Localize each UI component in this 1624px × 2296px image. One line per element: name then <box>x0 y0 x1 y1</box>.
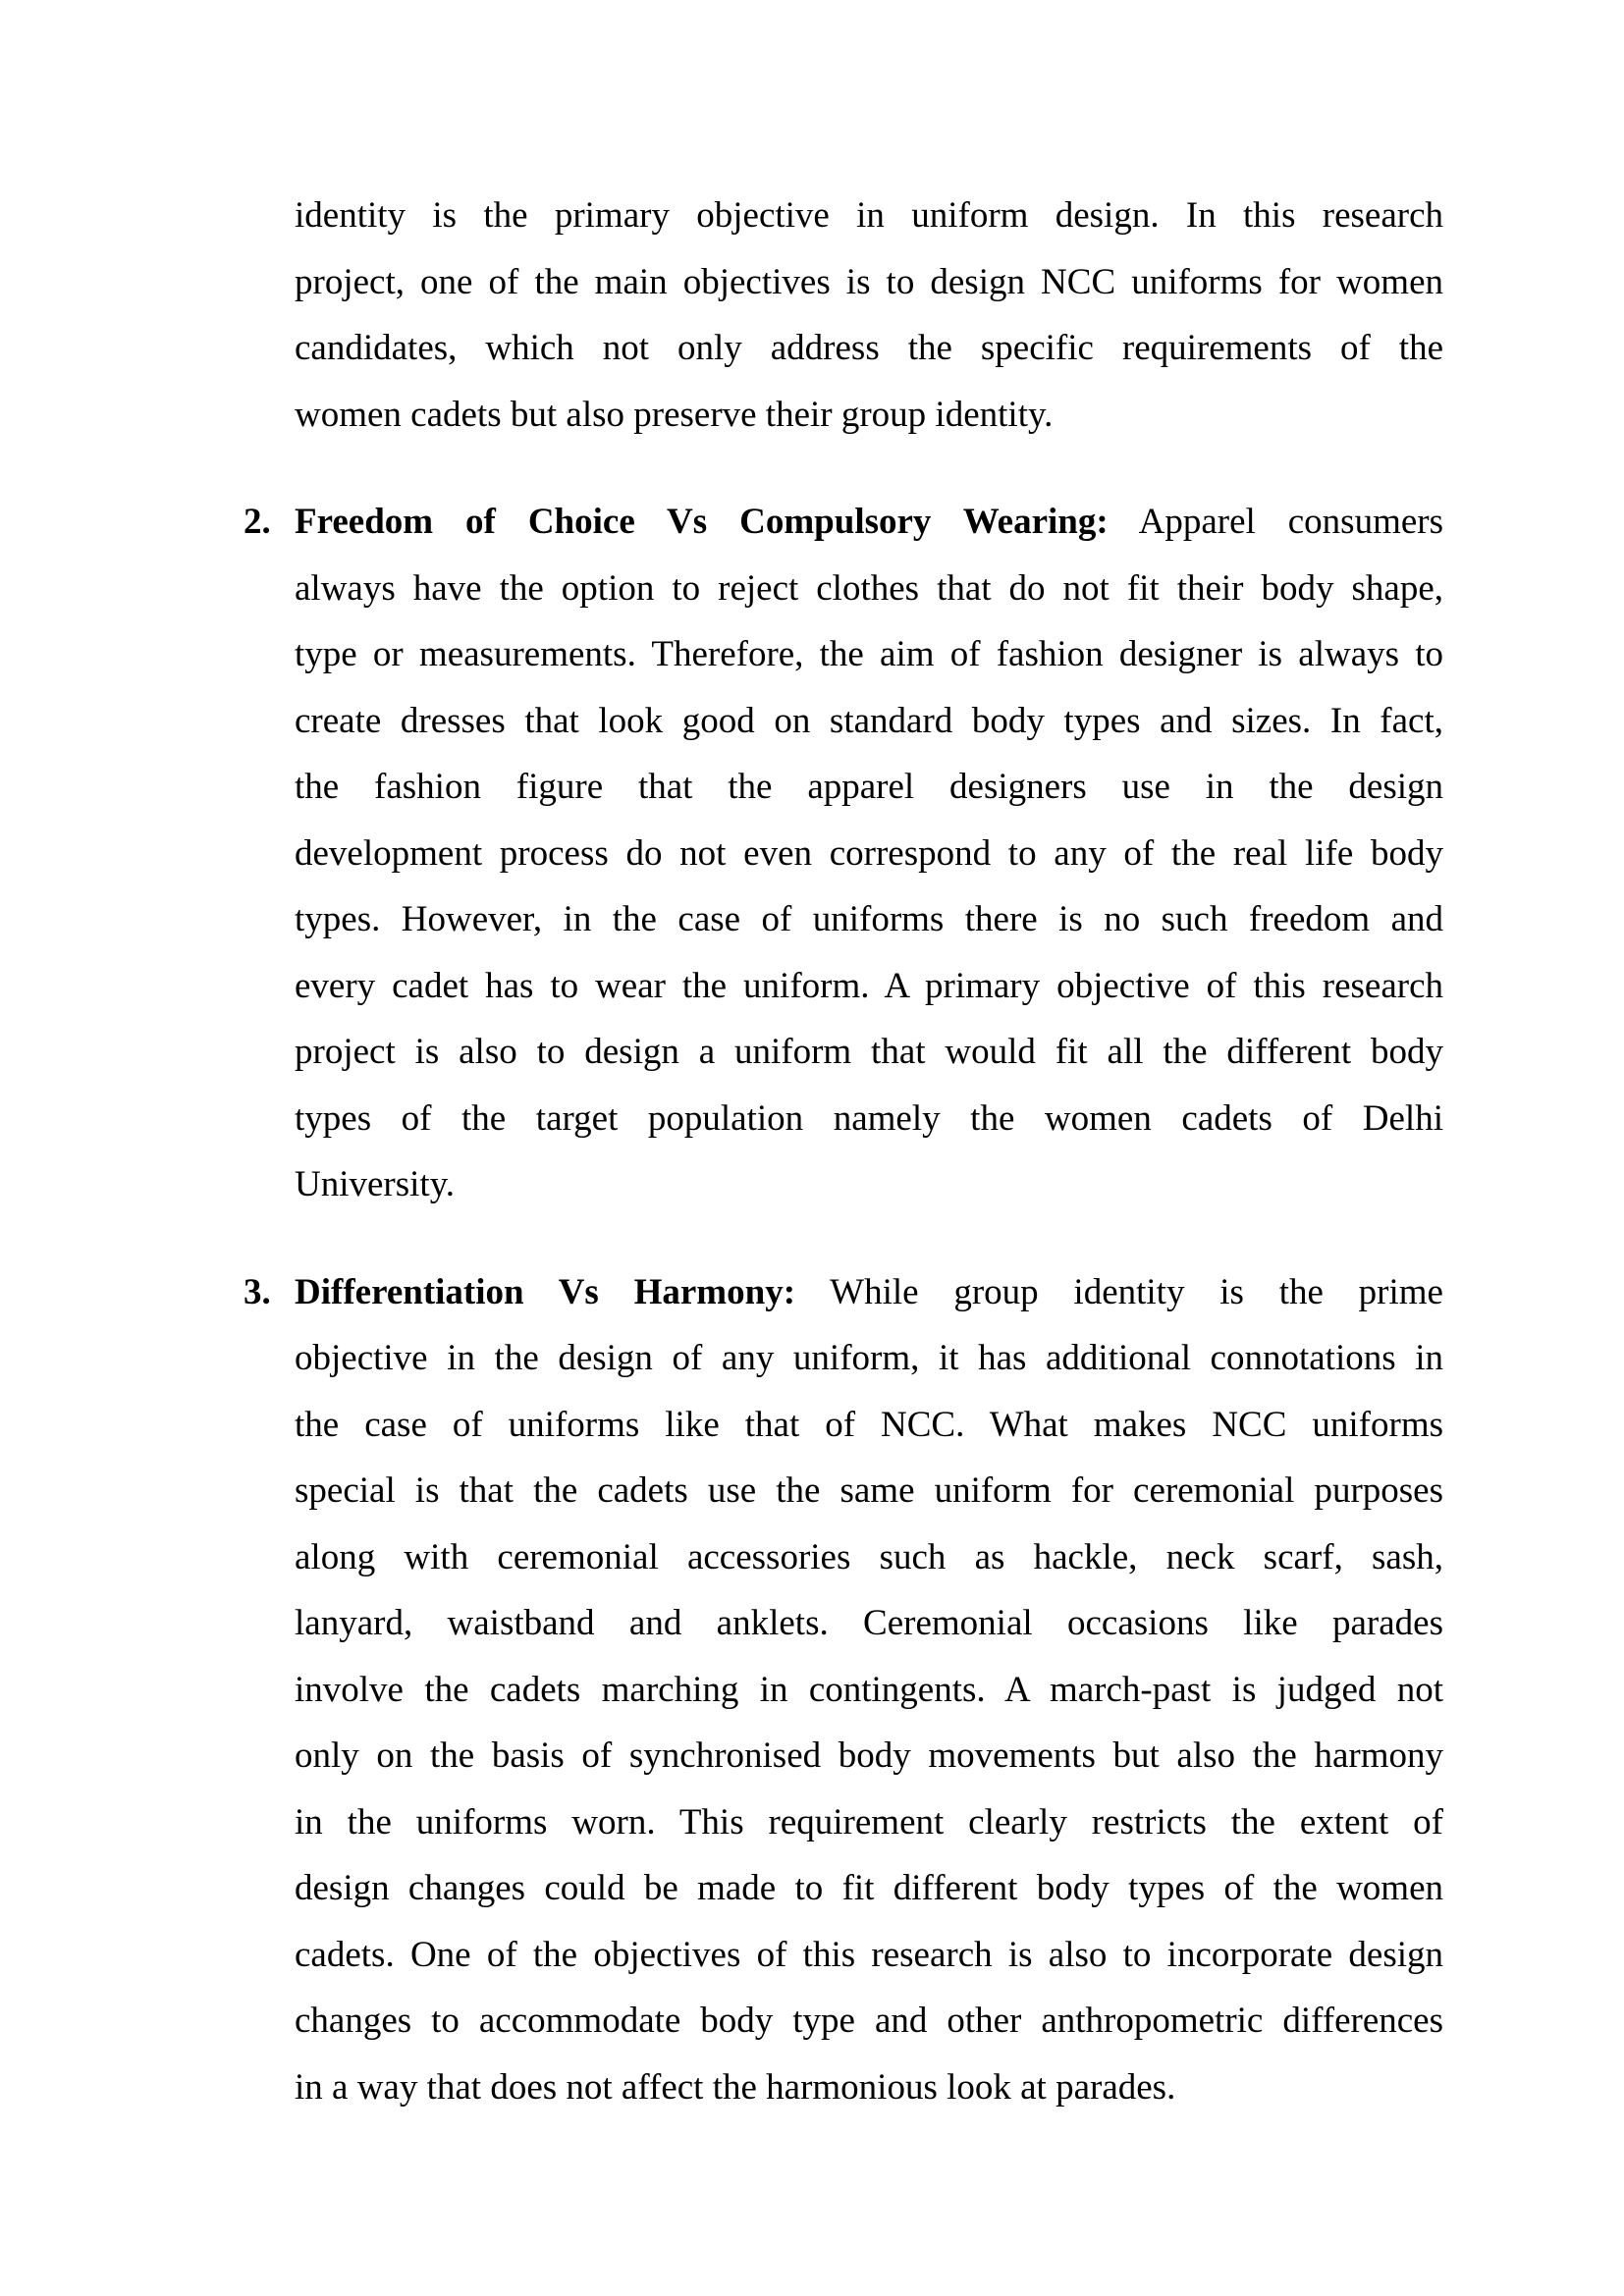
text-line <box>295 382 1443 449</box>
text-line <box>295 953 1443 1020</box>
page-text-block <box>244 183 1443 2120</box>
text-line <box>295 1019 1443 1086</box>
line-text: University. <box>295 1164 456 1204</box>
line-text: design changes could be made to fit different body types of the women <box>295 1868 1443 1908</box>
text-line <box>295 1458 1443 1524</box>
line-text: in the uniforms worn. This requirement clearly restricts the extent of <box>295 1801 1443 1842</box>
line-text: the case of uniforms like that of NCC. What makes NCC uniforms <box>295 1404 1443 1445</box>
line-text: changes to accommodate body type and other anthropometric differences <box>295 2001 1443 2041</box>
text-line <box>295 249 1443 316</box>
text-line <box>295 886 1443 953</box>
text-line <box>295 1723 1443 1789</box>
text-line <box>295 1657 1443 1724</box>
text-line <box>295 1524 1443 1591</box>
text-line <box>295 1922 1443 1989</box>
line-text: cadets. One of the objectives of this research is also to incorporate design <box>295 1934 1443 1975</box>
line-text: only on the basis of synchronised body movements but also the harmony <box>295 1735 1443 1776</box>
line-text: the fashion figure that the apparel designers use in the design <box>295 767 1443 807</box>
line-text: While group identity is the prime <box>830 1271 1443 1312</box>
text-line <box>295 556 1443 622</box>
text-line <box>295 315 1443 382</box>
text-line <box>295 183 1443 249</box>
line-text: project, one of the main objectives is to design NCC uniforms for women <box>295 261 1443 302</box>
text-line <box>295 1325 1443 1392</box>
line-text: types of the target population namely the women cadets of Delhi <box>295 1097 1443 1139</box>
text-line <box>295 821 1443 887</box>
line-text: women cadets but also preserve their group identity. <box>295 394 1054 435</box>
bold-lead-in: Freedom of Choice Vs Compulsory Wearing: <box>295 502 1109 542</box>
text-line <box>295 688 1443 755</box>
line-text: always have the option to reject clothes that do not fit their body shape, <box>295 567 1443 609</box>
text-line <box>295 1988 1443 2055</box>
line-text: create dresses that look good on standard body types and sizes. In fact, <box>295 700 1443 741</box>
line-text: special is that the cadets use the same uniform for ceremonial purposes <box>295 1470 1443 1511</box>
line-text: involve the cadets marching in contingents. A march-past is judged not <box>295 1669 1443 1710</box>
text-line <box>295 1590 1443 1657</box>
line-text: in a way that does not affect the harmonious look at parades. <box>295 2066 1176 2108</box>
list-number: 2. <box>244 502 271 542</box>
text-line <box>295 1789 1443 1856</box>
line-text: along with ceremonial accessories such as hackle, neck scarf, sash, <box>295 1536 1443 1577</box>
text-line <box>295 1151 1443 1218</box>
line-text: every cadet has to wear the uniform. A primary objective of this research <box>295 965 1443 1006</box>
line-text: project is also to design a uniform that would fit all the different body <box>295 1032 1443 1072</box>
list-item-2 <box>244 489 1443 1218</box>
text-line <box>295 754 1443 821</box>
text-line <box>295 1392 1443 1459</box>
text-line <box>295 1855 1443 1922</box>
bold-lead-in: Differentiation Vs Harmony: <box>295 1271 796 1312</box>
text-line <box>244 489 1443 556</box>
line-text: candidates, which not only address the specific requirements of the <box>295 328 1443 368</box>
line-text: type or measurements. Therefore, the aim of fashion designer is always to <box>295 634 1443 674</box>
text-line <box>295 2055 1443 2121</box>
line-text: Apparel consumers <box>1138 502 1443 542</box>
list-item-3 <box>244 1259 1443 2121</box>
line-text: development process do not even correspond to any of the real life body <box>295 832 1443 874</box>
text-line <box>295 1086 1443 1152</box>
line-text: identity is the primary objective in uniform design. In this research <box>295 195 1443 236</box>
list-number: 3. <box>244 1271 271 1312</box>
text-line <box>295 621 1443 688</box>
line-text: types. However, in the case of uniforms there is no such freedom and <box>295 899 1443 939</box>
line-text: objective in the design of any uniform, it has additional connotations in <box>295 1338 1443 1378</box>
line-text: lanyard, waistband and anklets. Ceremonial occasions like parades <box>295 1603 1443 1643</box>
paragraph-continuation <box>295 183 1443 448</box>
text-line <box>244 1259 1443 1326</box>
